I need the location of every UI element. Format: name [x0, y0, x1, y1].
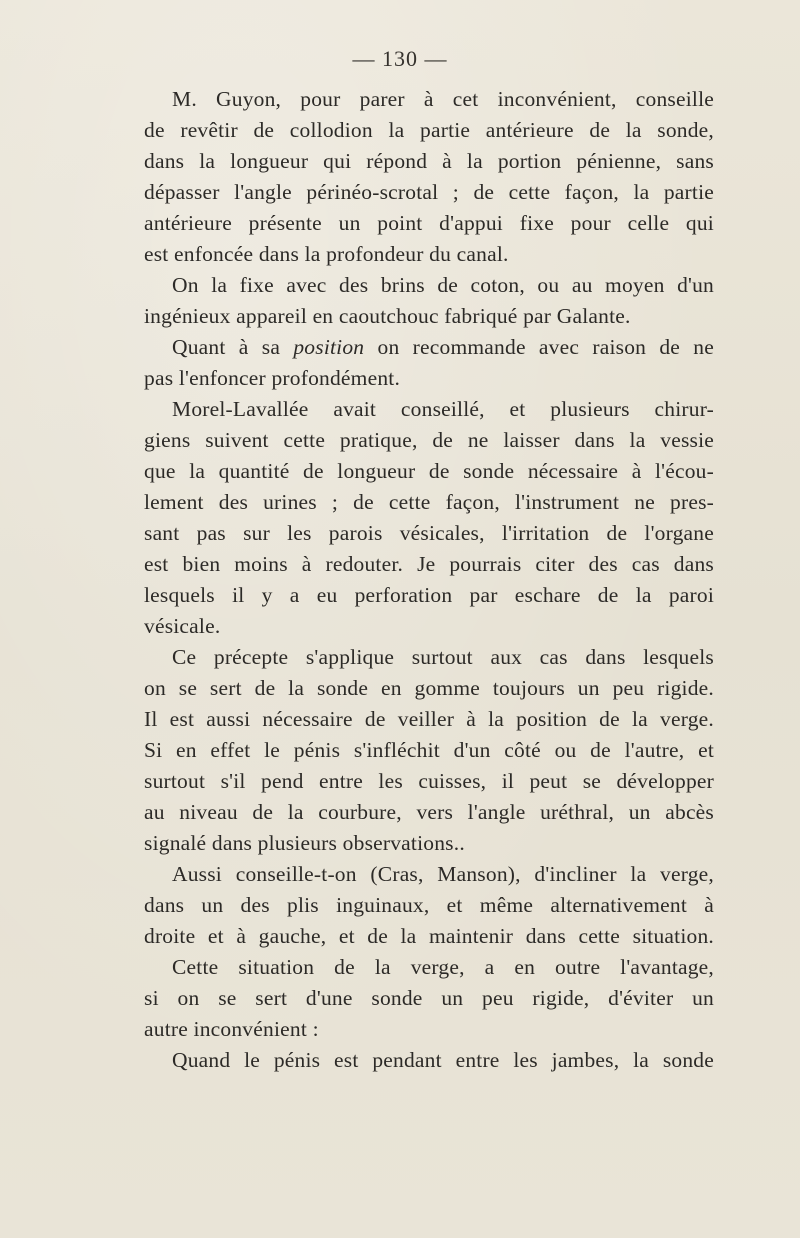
- italic-word: position: [293, 335, 365, 359]
- text-line: autre inconvénient :: [144, 1017, 319, 1041]
- page-number: — 130 —: [352, 46, 448, 71]
- text-line: M. Guyon, pour parer à cet inconvénient, conseille: [172, 87, 714, 111]
- text-line: Morel-Lavallée avait conseillé, et plusieurs chirur-: [172, 397, 714, 421]
- body-text: [144, 84, 714, 1076]
- text-segment: Quant à sa: [172, 335, 294, 359]
- text-line: droite et à gauche, et de la maintenir dans cette situation.: [144, 924, 714, 948]
- text-line: lement des urines ; de cette façon, l'instrument ne pres-: [144, 490, 714, 514]
- text-segment: on recommande avec raison de ne: [364, 335, 714, 359]
- text-line: est enfoncée dans la profondeur du canal.: [144, 242, 509, 266]
- text-line: pas l'enfoncer profondément.: [144, 366, 401, 390]
- text-line: Si en effet le pénis s'infléchit d'un côté ou de l'autre, et: [144, 738, 714, 762]
- text-line: Aussi conseille-t-on (Cras, Manson), d'incliner la verge,: [172, 862, 714, 886]
- text-line: dépasser l'angle périnéo-scrotal ; de cette façon, la partie: [144, 180, 714, 204]
- text-line: Il est aussi nécessaire de veiller à la position de la verge.: [144, 707, 714, 731]
- text-line: on se sert de la sonde en gomme toujours un peu rigide.: [144, 676, 714, 700]
- text-line: [144, 332, 714, 363]
- text-line: antérieure présente un point d'appui fixe pour celle qui: [144, 211, 714, 235]
- text-line: est bien moins à redouter. Je pourrais citer des cas dans: [144, 552, 714, 576]
- text-line: ingénieux appareil en caoutchouc fabriqué par Galante.: [144, 304, 631, 328]
- text-line: signalé dans plusieurs observations..: [144, 831, 465, 855]
- text-line: si on se sert d'une sonde un peu rigide, d'éviter un: [144, 986, 714, 1010]
- text-line: que la quantité de longueur de sonde nécessaire à l'écou-: [144, 459, 714, 483]
- text-line: au niveau de la courbure, vers l'angle uréthral, un abcès: [144, 800, 714, 824]
- text-line: sant pas sur les parois vésicales, l'irritation de l'organe: [144, 521, 714, 545]
- text-line: dans un des plis inguinaux, et même alternativement à: [144, 893, 714, 917]
- text-line: lesquels il y a eu perforation par eschare de la paroi: [144, 583, 714, 607]
- text-line: de revêtir de collodion la partie antérieure de la sonde,: [144, 118, 714, 142]
- text-line: Quand le pénis est pendant entre les jambes, la sonde: [172, 1048, 714, 1072]
- text-line: dans la longueur qui répond à la portion pénienne, sans: [144, 149, 714, 173]
- text-line: vésicale.: [144, 614, 221, 638]
- text-line: Cette situation de la verge, a en outre l'avantage,: [172, 955, 714, 979]
- text-line: giens suivent cette pratique, de ne laisser dans la vessie: [144, 428, 714, 452]
- text-line: On la fixe avec des brins de coton, ou au moyen d'un: [172, 273, 714, 297]
- text-line: Ce précepte s'applique surtout aux cas dans lesquels: [172, 645, 714, 669]
- text-line: surtout s'il pend entre les cuisses, il peut se développer: [144, 769, 714, 793]
